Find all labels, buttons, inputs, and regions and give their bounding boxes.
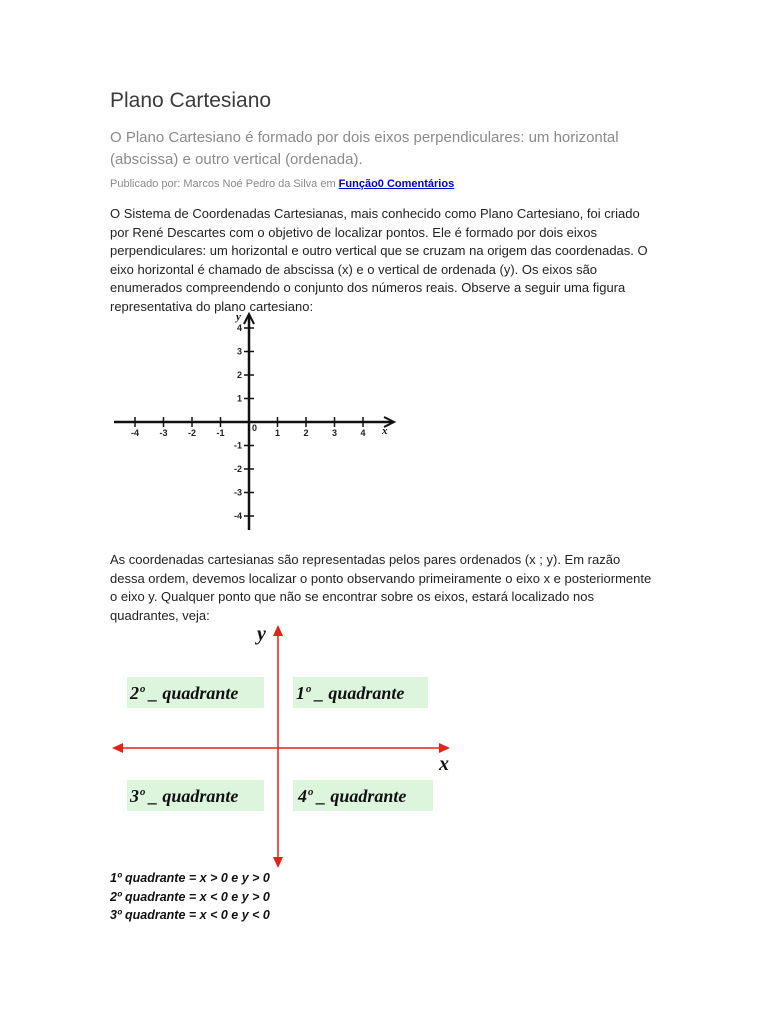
y-tick-label: -4 (233, 511, 242, 521)
arrow-down-icon (273, 857, 283, 868)
x-tick-label: -3 (159, 428, 168, 438)
condition-q1: 1º quadrante = x > 0 e y > 0 (110, 871, 270, 885)
byline-author: Publicado por: Marcos Noé Pedro da Silva em (110, 178, 339, 190)
page-title: Plano Cartesiano (110, 89, 272, 112)
quadrants-figure (110, 622, 460, 870)
category-comments-link[interactable]: Função0 Comentários (338, 178, 455, 190)
arrow-left-icon (112, 743, 123, 753)
y-tick-label: 4 (236, 323, 242, 333)
quadrant-conditions (110, 869, 270, 925)
y-tick-label: -3 (233, 487, 242, 498)
byline (110, 178, 454, 190)
condition-q3: 3º quadrante = x < 0 e y < 0 (110, 908, 270, 922)
y-tick-label: -2 (233, 464, 242, 474)
quadrant-3-label: 3º _ quadrante (130, 786, 239, 806)
intro-paragraph: O Sistema de Coordenadas Cartesianas, mais conhecido como Plano Cartesiano, foi criado por René Descartes com o objetivo de localizar pontos. Ele é formado por dois eixos perpendiculares: um horizontal e outro vertical que se cruzam na origem das coordenadas. O eixo horizontal é chamado de abscissa (x) e o vertical de ordenada (y). Os eixos são enumerados compreendendo o conjunto dos números reais. Observe a seguir uma figura representativa do plano cartesiano: (110, 206, 648, 314)
quadrant-y-label: y (257, 623, 266, 645)
x-tick-label: 2 (303, 428, 309, 438)
x-tick-label: 4 (360, 428, 366, 438)
quadrant-1-label: 1º _ quadrante (296, 683, 405, 703)
x-tick-label: 3 (331, 428, 338, 438)
arrow-up-icon (273, 625, 283, 636)
x-tick-label: 1 (274, 428, 281, 438)
quadrant-2-label: 2º _ quadrante (130, 683, 239, 703)
x-axis-label: x (382, 425, 388, 437)
article-subtitle: O Plano Cartesiano é formado por dois eixos perpendiculares: um horizontal (abscissa) e outro vertical (ordenada). (110, 129, 619, 168)
origin-label: 0 (252, 423, 258, 433)
quadrant-x-label: x (439, 753, 449, 775)
y-tick-label: 1 (236, 393, 242, 404)
x-tick-label: -1 (216, 428, 225, 438)
condition-q2: 2º quadrante = x < 0 e y > 0 (110, 889, 270, 904)
y-tick-label: 3 (236, 346, 242, 357)
arrow-right-icon (439, 743, 450, 753)
x-tick-label: -2 (187, 428, 197, 438)
x-tick-label: -4 (130, 428, 140, 438)
coordinates-paragraph: As coordenadas cartesianas são representadas pelos pares ordenados (x ; y). Em razão dessa ordem, devemos localizar o ponto observando primeiramente o eixo x e posteriormente o eixo y. Qualquer ponto que não se encontrar sobre os eixos, estará localizado nos quadrantes, veja: (110, 552, 652, 623)
y-tick-label: 2 (236, 370, 242, 380)
quadrant-4-label: 4º _ quadrante (298, 786, 407, 806)
y-axis-label: y (236, 312, 241, 323)
y-tick-label: -1 (233, 440, 242, 451)
cartesian-plane-figure (110, 312, 400, 534)
